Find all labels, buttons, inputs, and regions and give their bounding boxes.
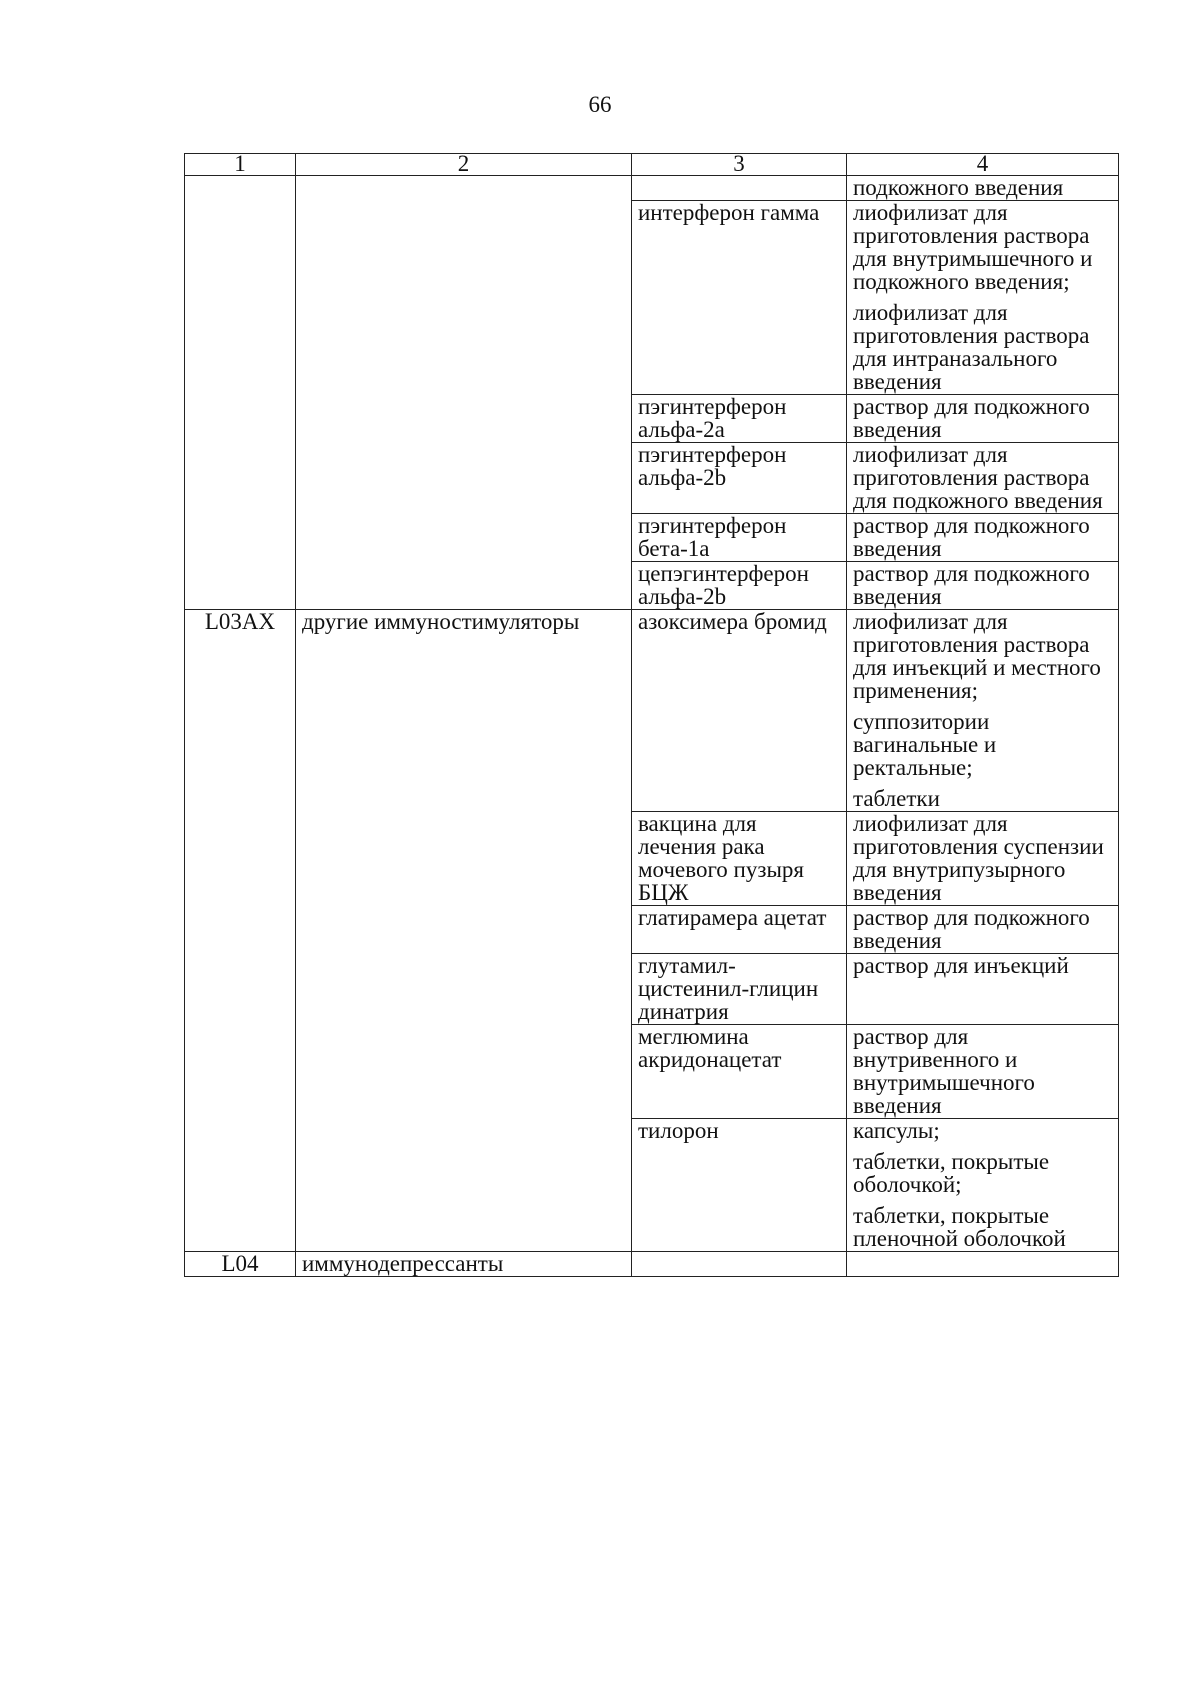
form-cell (847, 1025, 1119, 1119)
table-row (185, 176, 1119, 201)
code-cell-empty (185, 176, 296, 610)
dosage-form: лиофилизат для приготовления раствора для интраназального введения (853, 300, 1090, 394)
column-header-4: 4 (847, 154, 1119, 176)
group-cell-empty (296, 176, 632, 610)
dosage-form: лиофилизат для приготовления раствора для внутримышечного и подкожного введения; (853, 200, 1093, 294)
form-cell (847, 443, 1119, 514)
form-cell (847, 395, 1119, 443)
drug-name-cell (632, 1252, 847, 1277)
table-row (185, 610, 1119, 812)
dosage-form: раствор для инъекций (853, 953, 1069, 978)
form-cell (847, 562, 1119, 610)
form-cell (847, 514, 1119, 562)
dosage-form: лиофилизат для приготовления раствора для инъекций и местного применения; (853, 609, 1101, 703)
dosage-form: раствор для внутривенного и внутримышечного введения (853, 1024, 1035, 1118)
column-header-1: 1 (185, 154, 296, 176)
column-header-2: 2 (296, 154, 632, 176)
column-header-3: 3 (632, 154, 847, 176)
form-cell (847, 954, 1119, 1025)
form-cell (847, 812, 1119, 906)
dosage-form: суппозитории вагинальные и ректальные; (853, 709, 997, 780)
atc-code-cell: L03AX (185, 610, 296, 1252)
drug-name-cell: цепэгинтерферон альфа-2b (632, 562, 847, 610)
dosage-form: раствор для подкожного введения (853, 513, 1090, 561)
dosage-form: раствор для подкожного введения (853, 905, 1090, 953)
drug-name-cell: глатирамера ацетат (632, 906, 847, 954)
form-cell (847, 610, 1119, 812)
dosage-form: лиофилизат для приготовления суспензии для внутрипузырного введения (853, 811, 1104, 905)
dosage-form: раствор для подкожного введения (853, 394, 1090, 442)
drug-name-cell: интерферон гамма (632, 201, 847, 395)
drug-name-cell: пэгинтерферон альфа-2b (632, 443, 847, 514)
drug-name-cell: пэгинтерферон бета-1a (632, 514, 847, 562)
drug-table (184, 153, 1119, 1277)
atc-code-cell: L04 (185, 1252, 296, 1277)
group-name-cell: другие иммуностимуляторы (296, 610, 632, 1252)
group-name-cell: иммунодепрессанты (296, 1252, 632, 1277)
drug-name-cell: меглюмина акридонацетат (632, 1025, 847, 1119)
form-cell (847, 906, 1119, 954)
drug-name-cell: пэгинтерферон альфа-2a (632, 395, 847, 443)
drug-name-cell (632, 176, 847, 201)
table-row (185, 1252, 1119, 1277)
table-header-row (185, 154, 1119, 176)
dosage-form: раствор для подкожного введения (853, 561, 1090, 609)
drug-name-cell: глутамил-цистеинил-глицин динатрия (632, 954, 847, 1025)
dosage-form: лиофилизат для приготовления раствора для подкожного введения (853, 442, 1103, 513)
dosage-form: таблетки (853, 786, 940, 811)
drug-name-cell: азоксимера бромид (632, 610, 847, 812)
form-cell (847, 1119, 1119, 1252)
page-number: 66 (588, 92, 612, 117)
form-cell (847, 176, 1119, 201)
dosage-form: таблетки, покрытые пленочной оболочкой (853, 1203, 1066, 1251)
form-cell (847, 1252, 1119, 1277)
drug-name-cell: вакцина для лечения рака мочевого пузыря БЦЖ (632, 812, 847, 906)
form-cell (847, 201, 1119, 395)
dosage-form: капсулы; (853, 1118, 940, 1143)
dosage-form: таблетки, покрытые оболочкой; (853, 1149, 1050, 1197)
dosage-form: подкожного введения (853, 175, 1064, 200)
drug-name-cell: тилорон (632, 1119, 847, 1252)
